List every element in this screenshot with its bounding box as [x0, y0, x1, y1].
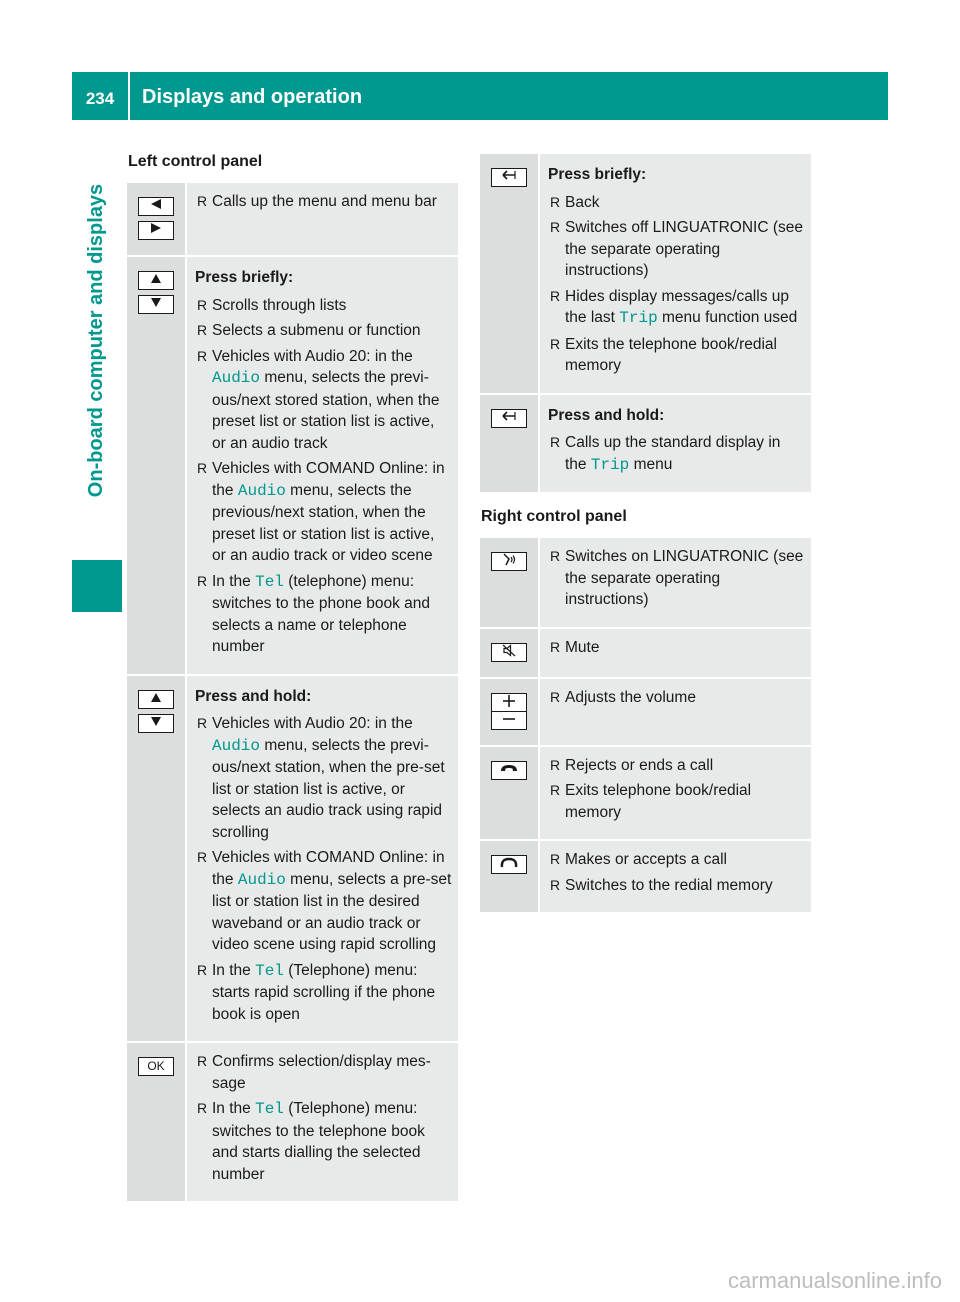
description-cell: [186, 256, 458, 675]
volume-down-key-icon: [491, 711, 527, 730]
right-arrow-key-icon: [138, 221, 174, 240]
list-item: R Switches to the redial memory: [548, 875, 805, 897]
key-cell: [480, 394, 539, 494]
down-arrow-key-icon: [138, 714, 174, 733]
left-control-table: [127, 183, 458, 1203]
accept-call-key-icon: [491, 855, 527, 874]
key-cell: [480, 678, 539, 746]
menu-name: Audio: [212, 736, 261, 755]
list-item: R Adjusts the volume: [548, 687, 805, 709]
description-cell: [539, 840, 811, 913]
key-cell: [127, 183, 186, 256]
list-item: R Vehicles with Audio 20: in the Audio menu, selects the previ-ous/next station, when the pre-set list or station list is active, or selects an audio track using rapid scrolling: [195, 713, 452, 843]
row-heading: Press briefly:: [548, 166, 647, 183]
list-item: R In the Tel (Telephone) menu: switches to the telephone book and starts dialling the selected number: [195, 1098, 452, 1185]
table-row: [127, 675, 458, 1043]
list-item: R Back: [548, 192, 805, 214]
list-item: R Makes or accepts a call: [548, 849, 805, 871]
down-arrow-key-icon: [138, 295, 174, 314]
description-cell: [539, 628, 811, 678]
header-divider: [128, 72, 130, 120]
table-row: [480, 538, 811, 628]
list-item: R Mute: [548, 637, 805, 659]
end-call-key-icon: [491, 761, 527, 780]
description-cell: [539, 746, 811, 841]
key-cell: [127, 675, 186, 1043]
table-row: [480, 678, 811, 746]
list-item: R Calls up the menu and menu bar: [195, 191, 452, 213]
ok-key-icon: OK: [138, 1057, 174, 1076]
menu-name: Trip: [619, 309, 658, 327]
menu-name: Audio: [212, 369, 261, 387]
list-item: R Confirms selection/display mes-sage: [195, 1051, 452, 1094]
list-item: R Vehicles with COMAND Online: in the Audio menu, selects the previous/next station, when the preset list or station list is active, or an audio track or video scene: [195, 458, 452, 567]
back-key-icon: [491, 409, 527, 428]
menu-name: Tel: [255, 961, 284, 980]
menu-name: Tel: [255, 1100, 284, 1118]
list-item: R Vehicles with COMAND Online: in the Audio menu, selects a pre-set list or station list in the desired waveband or an audio track or video scene using rapid scrolling: [195, 847, 452, 956]
list-item: R Exits telephone book/redial memory: [548, 780, 805, 823]
key-cell: [480, 154, 539, 394]
list-item: R Calls up the standard display in the Trip menu: [548, 432, 805, 476]
description-cell: [186, 1042, 458, 1202]
menu-name: Tel: [255, 572, 284, 591]
description-cell: [539, 678, 811, 746]
list-item: R Rejects or ends a call: [548, 755, 805, 777]
up-arrow-key-icon: [138, 271, 174, 290]
description-cell: [539, 538, 811, 628]
row-heading: Press and hold:: [195, 687, 312, 705]
list-item: R Switches off LINGUATRONIC (see the separate operating instructions): [548, 217, 805, 282]
table-row: [480, 840, 811, 913]
left-panel-title: Left control panel: [128, 153, 263, 170]
mute-key-icon: [491, 643, 527, 662]
page-title: Displays and operation: [142, 85, 363, 108]
left-arrow-key-icon: [138, 197, 174, 216]
table-row: [480, 394, 811, 494]
key-cell: [480, 538, 539, 628]
key-cell: [480, 628, 539, 678]
list-item: R Vehicles with Audio 20: in the Audio menu, selects the previ-ous/next stored station, when the preset list or station list is active, or an audio track: [195, 346, 452, 455]
page-number: 234: [85, 89, 115, 108]
back-button-table: [480, 154, 811, 494]
list-item: R In the Tel (telephone) menu: switches to the phone book and selects a name or telephone number: [195, 571, 452, 658]
table-row: [480, 628, 811, 678]
list-item: R In the Tel (Telephone) menu: starts rapid scrolling if the phone book is open: [195, 960, 452, 1026]
list-item: R Switches on LINGUATRONIC (see the separate operating instructions): [548, 546, 805, 611]
side-label-text: On-board computer and displays: [85, 183, 108, 497]
list-item: R Exits the telephone book/redial memory: [548, 334, 805, 377]
key-cell: [480, 746, 539, 841]
menu-name: Audio: [237, 481, 286, 500]
right-control-table: [480, 538, 811, 914]
menu-name: Trip: [590, 455, 630, 474]
list-item: R Hides display messages/calls up the last Trip menu function used: [548, 286, 805, 330]
up-arrow-key-icon: [138, 690, 174, 709]
table-row: [480, 154, 811, 394]
key-cell: [127, 1042, 186, 1202]
table-row: [127, 256, 458, 675]
list-item: R Selects a submenu or function: [195, 320, 452, 342]
page-header: [72, 72, 888, 120]
right-panel-title: Right control panel: [481, 508, 627, 525]
volume-up-key-icon: [491, 693, 527, 711]
menu-name: Audio: [237, 870, 286, 889]
table-row: [127, 1042, 458, 1202]
voice-control-key-icon: [491, 552, 527, 571]
side-tab: [72, 140, 122, 1280]
description-cell: [539, 394, 811, 494]
row-heading: Press briefly:: [195, 269, 294, 286]
description-cell: [539, 154, 811, 394]
side-label: [72, 140, 122, 540]
row-heading: Press and hold:: [548, 406, 665, 424]
list-item: R Scrolls through lists: [195, 295, 452, 317]
back-key-icon: [491, 168, 527, 187]
table-row: [127, 183, 458, 256]
key-cell: [127, 256, 186, 675]
description-cell: [186, 183, 458, 256]
footer-watermark: carmanualsonline.info: [727, 1268, 942, 1293]
description-cell: [186, 675, 458, 1043]
side-marker: [72, 560, 122, 612]
table-row: [480, 746, 811, 841]
key-cell: [480, 840, 539, 913]
